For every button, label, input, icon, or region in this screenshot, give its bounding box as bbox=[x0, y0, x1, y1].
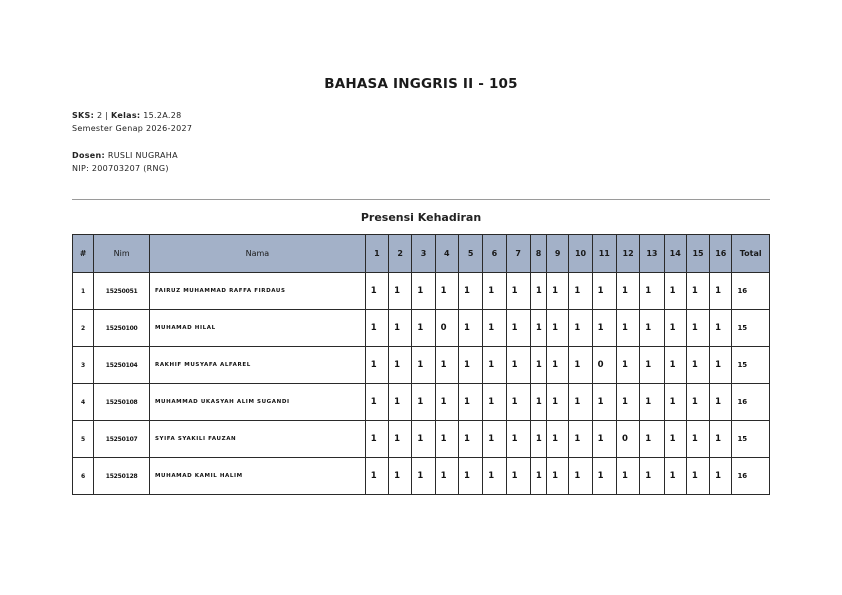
attendance-cell: 1 bbox=[530, 458, 546, 495]
attendance-cell: 1 bbox=[569, 310, 592, 347]
table-body bbox=[73, 273, 770, 495]
dosen-value: RUSLI NUGRAHA bbox=[107, 151, 178, 160]
attendance-cell: 1 bbox=[686, 384, 709, 421]
attendance-cell: 1 bbox=[435, 273, 458, 310]
attendance-cell: 1 bbox=[458, 310, 482, 347]
column-header: 5 bbox=[458, 235, 482, 273]
column-header: 2 bbox=[389, 235, 412, 273]
attendance-cell: 1 bbox=[389, 384, 412, 421]
page-title: BAHASA INGGRIS II - 105 bbox=[324, 76, 518, 92]
attendance-cell: 1 bbox=[365, 347, 388, 384]
attendance-cell: 1 bbox=[365, 458, 388, 495]
attendance-cell: 1 bbox=[458, 273, 482, 310]
attendance-cell: 1 bbox=[458, 458, 482, 495]
attendance-cell: 1 bbox=[640, 347, 664, 384]
attendance-cell: 1 bbox=[710, 458, 732, 495]
attendance-total: 15 bbox=[732, 310, 770, 347]
attendance-total: 16 bbox=[732, 458, 770, 495]
attendance-cell: 1 bbox=[483, 310, 506, 347]
row-number: 2 bbox=[73, 310, 94, 347]
attendance-cell: 1 bbox=[530, 384, 546, 421]
attendance-cell: 0 bbox=[592, 347, 616, 384]
column-header: 16 bbox=[710, 235, 732, 273]
section-title: Presensi Kehadiran bbox=[360, 211, 482, 224]
attendance-cell: 1 bbox=[664, 273, 686, 310]
student-nim: 15250100 bbox=[94, 310, 150, 347]
attendance-cell: 1 bbox=[710, 384, 732, 421]
attendance-cell: 1 bbox=[506, 347, 530, 384]
column-header: 1 bbox=[365, 235, 388, 273]
attendance-cell: 1 bbox=[547, 458, 569, 495]
column-header: 4 bbox=[435, 235, 458, 273]
attendance-cell: 1 bbox=[710, 273, 732, 310]
attendance-cell: 1 bbox=[547, 347, 569, 384]
attendance-cell: 1 bbox=[640, 310, 664, 347]
column-header: 15 bbox=[686, 235, 709, 273]
column-header: Total bbox=[732, 235, 770, 273]
student-name: MUHAMAD KAMIL HALIM bbox=[149, 458, 365, 495]
attendance-cell: 1 bbox=[592, 458, 616, 495]
row-number: 6 bbox=[73, 458, 94, 495]
attendance-cell: 1 bbox=[435, 458, 458, 495]
attendance-cell: 1 bbox=[530, 421, 546, 458]
attendance-cell: 1 bbox=[547, 384, 569, 421]
attendance-cell: 1 bbox=[412, 458, 435, 495]
attendance-cell: 1 bbox=[412, 421, 435, 458]
attendance-cell: 1 bbox=[664, 310, 686, 347]
attendance-cell: 1 bbox=[710, 310, 732, 347]
table-row bbox=[73, 458, 770, 495]
attendance-cell: 1 bbox=[616, 310, 639, 347]
column-header: # bbox=[73, 235, 94, 273]
column-header: 8 bbox=[530, 235, 546, 273]
table-row bbox=[73, 421, 770, 458]
divider bbox=[72, 199, 770, 200]
dosen-label: Dosen: bbox=[72, 151, 106, 160]
student-nim: 15250128 bbox=[94, 458, 150, 495]
sks-kelas-line bbox=[72, 110, 182, 122]
attendance-cell: 1 bbox=[592, 273, 616, 310]
attendance-total: 16 bbox=[732, 384, 770, 421]
attendance-cell: 1 bbox=[412, 347, 435, 384]
attendance-cell: 1 bbox=[592, 421, 616, 458]
attendance-cell: 1 bbox=[483, 458, 506, 495]
attendance-cell: 1 bbox=[389, 347, 412, 384]
attendance-cell: 1 bbox=[506, 273, 530, 310]
attendance-cell: 1 bbox=[686, 458, 709, 495]
row-number: 4 bbox=[73, 384, 94, 421]
attendance-cell: 1 bbox=[389, 458, 412, 495]
attendance-cell: 1 bbox=[412, 310, 435, 347]
attendance-cell: 1 bbox=[569, 347, 592, 384]
attendance-cell: 1 bbox=[412, 273, 435, 310]
attendance-cell: 1 bbox=[530, 347, 546, 384]
column-header: 14 bbox=[664, 235, 686, 273]
table-row bbox=[73, 310, 770, 347]
attendance-cell: 1 bbox=[686, 310, 709, 347]
attendance-cell: 1 bbox=[389, 421, 412, 458]
column-header: 9 bbox=[547, 235, 569, 273]
nip-line: NIP: 200703207 (RNG) bbox=[72, 164, 169, 173]
column-header: Nim bbox=[94, 235, 150, 273]
attendance-cell: 1 bbox=[569, 421, 592, 458]
column-header: 13 bbox=[640, 235, 664, 273]
attendance-cell: 1 bbox=[640, 384, 664, 421]
attendance-cell: 1 bbox=[547, 421, 569, 458]
attendance-cell: 1 bbox=[483, 421, 506, 458]
attendance-table bbox=[72, 234, 770, 495]
attendance-cell: 1 bbox=[412, 384, 435, 421]
dosen-line bbox=[72, 150, 178, 162]
table-row bbox=[73, 273, 770, 310]
student-nim: 15250051 bbox=[94, 273, 150, 310]
attendance-cell: 1 bbox=[640, 458, 664, 495]
attendance-cell: 1 bbox=[664, 347, 686, 384]
attendance-cell: 1 bbox=[592, 384, 616, 421]
row-number: 5 bbox=[73, 421, 94, 458]
attendance-cell: 1 bbox=[686, 421, 709, 458]
attendance-cell: 1 bbox=[435, 421, 458, 458]
attendance-cell: 1 bbox=[569, 273, 592, 310]
attendance-cell: 1 bbox=[616, 384, 639, 421]
sks-label: SKS: bbox=[72, 111, 95, 120]
attendance-total: 15 bbox=[732, 347, 770, 384]
attendance-total: 15 bbox=[732, 421, 770, 458]
kelas-value: 15.2A.28 bbox=[143, 111, 182, 120]
column-header: 12 bbox=[616, 235, 639, 273]
table-row bbox=[73, 384, 770, 421]
kelas-label: Kelas: bbox=[111, 111, 141, 120]
column-header: 11 bbox=[592, 235, 616, 273]
table-row bbox=[73, 347, 770, 384]
attendance-cell: 1 bbox=[389, 310, 412, 347]
attendance-cell: 1 bbox=[664, 458, 686, 495]
attendance-cell: 1 bbox=[458, 384, 482, 421]
attendance-cell: 1 bbox=[616, 273, 639, 310]
table-header-row bbox=[73, 235, 770, 273]
attendance-cell: 1 bbox=[664, 421, 686, 458]
attendance-cell: 0 bbox=[616, 421, 639, 458]
column-header: 6 bbox=[483, 235, 506, 273]
attendance-total: 16 bbox=[732, 273, 770, 310]
row-number: 3 bbox=[73, 347, 94, 384]
attendance-cell: 1 bbox=[506, 458, 530, 495]
sks-value: 2 bbox=[96, 111, 103, 120]
attendance-cell: 1 bbox=[547, 310, 569, 347]
separator: | bbox=[105, 111, 109, 120]
student-nim: 15250104 bbox=[94, 347, 150, 384]
attendance-cell: 1 bbox=[365, 421, 388, 458]
attendance-cell: 1 bbox=[365, 384, 388, 421]
student-nim: 15250107 bbox=[94, 421, 150, 458]
row-number: 1 bbox=[73, 273, 94, 310]
attendance-cell: 1 bbox=[710, 421, 732, 458]
attendance-cell: 1 bbox=[569, 458, 592, 495]
attendance-cell: 1 bbox=[686, 347, 709, 384]
attendance-cell: 1 bbox=[389, 273, 412, 310]
attendance-cell: 1 bbox=[592, 310, 616, 347]
attendance-cell: 1 bbox=[616, 458, 639, 495]
attendance-cell: 1 bbox=[458, 421, 482, 458]
student-name: RAKHIF MUSYAFA ALFAREL bbox=[149, 347, 365, 384]
attendance-cell: 1 bbox=[616, 347, 639, 384]
attendance-cell: 1 bbox=[506, 421, 530, 458]
attendance-cell: 1 bbox=[365, 273, 388, 310]
semester-line: Semester Genap 2026-2027 bbox=[72, 124, 193, 133]
attendance-cell: 1 bbox=[569, 384, 592, 421]
attendance-cell: 1 bbox=[640, 273, 664, 310]
attendance-cell: 1 bbox=[506, 310, 530, 347]
attendance-cell: 1 bbox=[547, 273, 569, 310]
column-header: 7 bbox=[506, 235, 530, 273]
column-header: 10 bbox=[569, 235, 592, 273]
attendance-cell: 1 bbox=[664, 384, 686, 421]
attendance-cell: 1 bbox=[640, 421, 664, 458]
attendance-cell: 1 bbox=[686, 273, 709, 310]
student-name: FAIRUZ MUHAMMAD RAFFA FIRDAUS bbox=[149, 273, 365, 310]
attendance-cell: 1 bbox=[506, 384, 530, 421]
attendance-cell: 1 bbox=[530, 310, 546, 347]
student-name: SYIFA SYAKILI FAUZAN bbox=[149, 421, 365, 458]
attendance-cell: 1 bbox=[458, 347, 482, 384]
student-nim: 15250108 bbox=[94, 384, 150, 421]
attendance-cell: 1 bbox=[710, 347, 732, 384]
attendance-cell: 1 bbox=[483, 384, 506, 421]
column-header: 3 bbox=[412, 235, 435, 273]
attendance-cell: 1 bbox=[483, 347, 506, 384]
attendance-cell: 1 bbox=[435, 347, 458, 384]
student-name: MUHAMMAD UKASYAH ALIM SUGANDI bbox=[149, 384, 365, 421]
attendance-cell: 0 bbox=[435, 310, 458, 347]
attendance-cell: 1 bbox=[530, 273, 546, 310]
attendance-cell: 1 bbox=[435, 384, 458, 421]
column-header: Nama bbox=[149, 235, 365, 273]
attendance-cell: 1 bbox=[365, 310, 388, 347]
attendance-cell: 1 bbox=[483, 273, 506, 310]
student-name: MUHAMAD HILAL bbox=[149, 310, 365, 347]
